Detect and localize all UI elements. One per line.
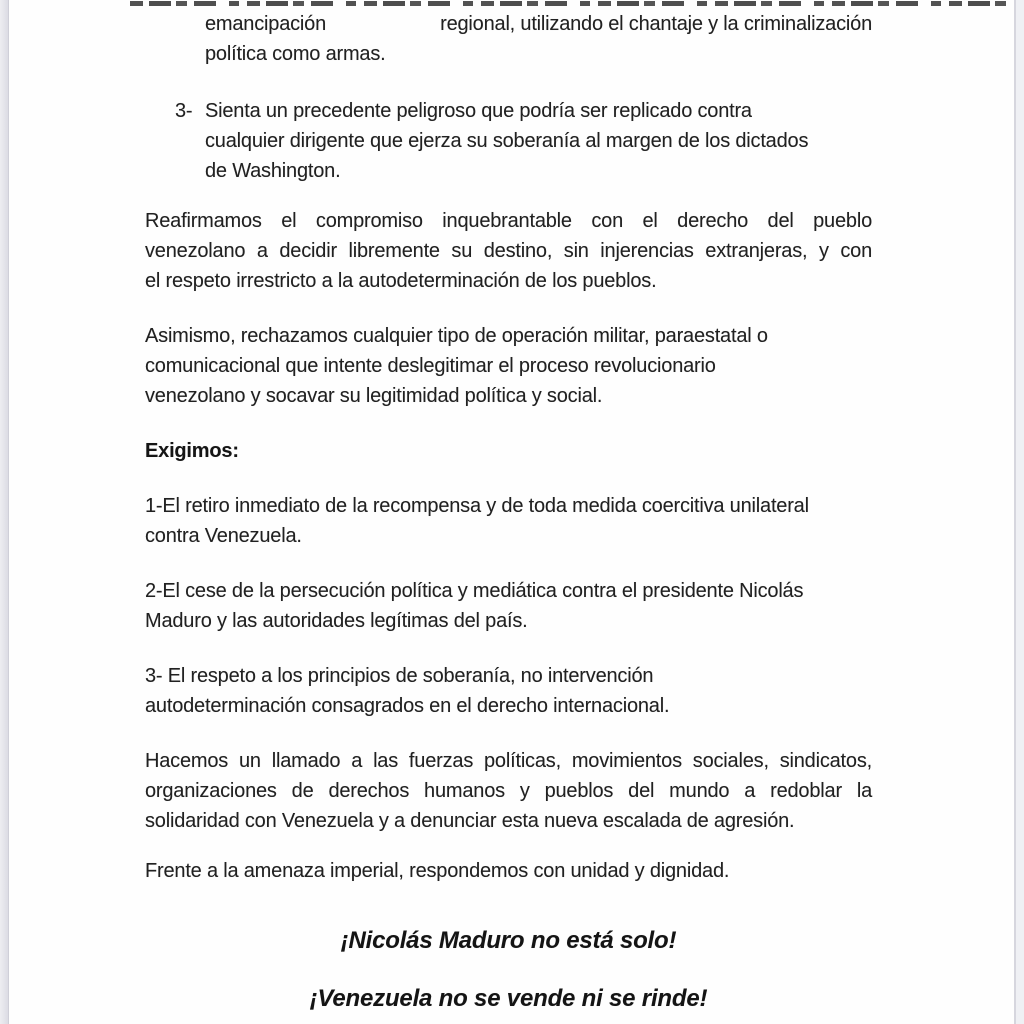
heading-exigimos [145, 436, 872, 466]
text-line: venezolano y socavar su legitimidad política y social. [145, 385, 603, 407]
text-line: comunicacional que intente deslegitimar el proceso revolucionario [145, 355, 716, 377]
text-line: organizaciones de derechos humanos y pueblos del mundo a redoblar la [145, 780, 872, 802]
text-line: solidaridad con Venezuela y a denunciar esta nueva escalada de agresión. [145, 810, 795, 832]
paragraph-demand-2 [145, 576, 872, 636]
paragraph-item2-continuation [205, 9, 872, 69]
clipped-text-line-top [130, 1, 1008, 6]
text-line: ¡Nicolás Maduro no está solo! [340, 927, 677, 954]
slogan-maduro [145, 926, 872, 956]
paragraph-llamado [145, 746, 872, 836]
slogan-venezuela [145, 984, 872, 1014]
text-line: ¡Venezuela no se vende ni se rinde! [309, 985, 708, 1012]
text-fragment: regional, utilizando el chantaje y la criminalización [440, 13, 872, 35]
text-line: Asimismo, rechazamos cualquier tipo de operación militar, paraestatal o [145, 325, 768, 347]
text-line: Reafirmamos el compromiso inquebrantable con el derecho del pueblo [145, 210, 872, 232]
text-line: de Washington. [205, 160, 341, 182]
text-line: Frente a la amenaza imperial, respondemos con unidad y dignidad. [145, 860, 730, 882]
paragraph-item3 [145, 96, 872, 186]
text-line: autodeterminación consagrados en el derecho internacional. [145, 695, 670, 717]
photo-edge-left [0, 0, 9, 1024]
paragraph-demand-3 [145, 661, 872, 721]
text-line: 2-El cese de la persecución política y mediática contra el presidente Nicolás [145, 580, 804, 602]
text-line: Sienta un precedente peligroso que podría ser replicado contra [205, 100, 752, 122]
paragraph-asimismo [145, 321, 872, 411]
text-line: 3- El respeto a los principios de soberanía, no intervención [145, 665, 654, 687]
photo-edge-right [1014, 0, 1024, 1024]
text-line: política como armas. [205, 43, 386, 65]
paragraph-demand-1 [145, 491, 872, 551]
text-line: 1-El retiro inmediato de la recompensa y de toda medida coercitiva unilateral [145, 495, 809, 517]
text-line: el respeto irrestricto a la autodeterminación de los pueblos. [145, 270, 657, 292]
text-line: venezolano a decidir libremente su destino, sin injerencias extranjeras, y con [145, 240, 872, 262]
document-body [145, 0, 872, 1014]
text-line: cualquier dirigente que ejerza su soberanía al margen de los dictados [205, 130, 809, 152]
paragraph-frente [145, 856, 872, 886]
text-line [205, 9, 872, 39]
text-line: Maduro y las autoridades legítimas del país. [145, 610, 528, 632]
text-line: Exigimos: [145, 440, 239, 462]
text-line: Hacemos un llamado a las fuerzas políticas, movimientos sociales, sindicatos, [145, 750, 872, 772]
text-fragment: emancipación [205, 13, 327, 35]
paragraph-reafirmamos [145, 206, 872, 296]
text-line: contra Venezuela. [145, 525, 302, 547]
list-number: 3- [175, 100, 193, 122]
